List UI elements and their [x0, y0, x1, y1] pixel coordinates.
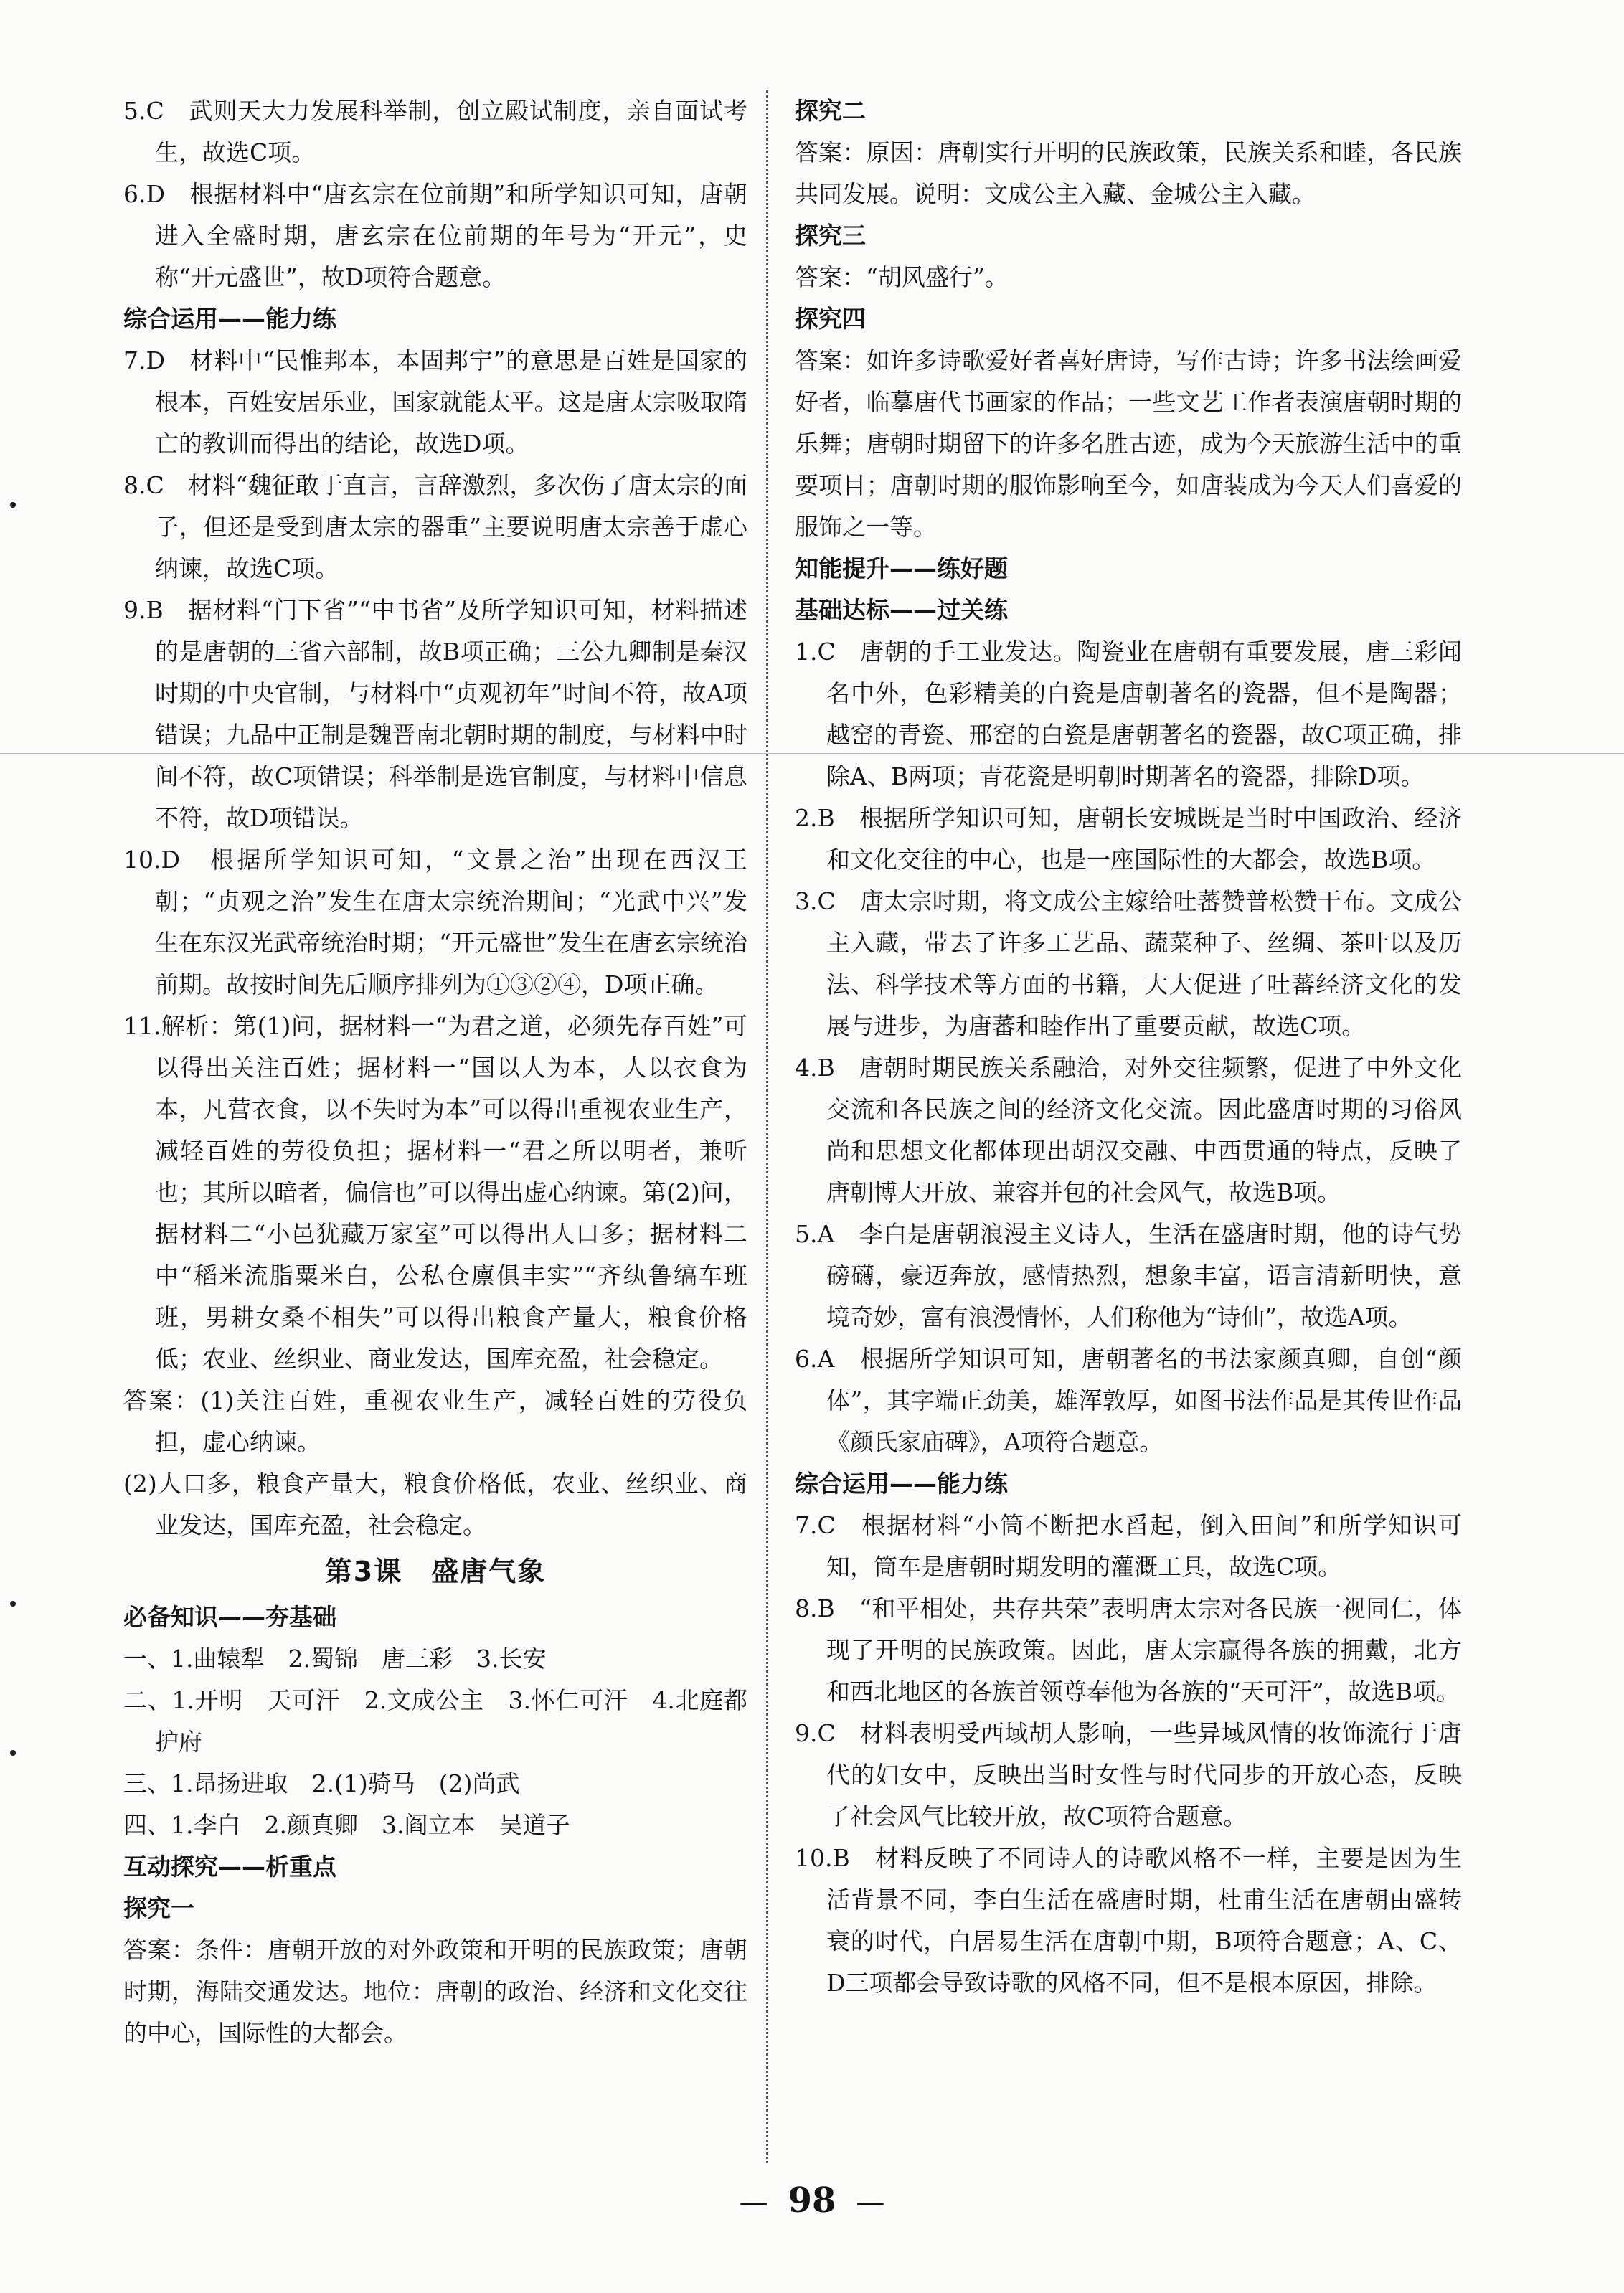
fill-line: 一、1.曲辕犁 2.蜀锦 唐三彩 3.长安 [123, 1645, 547, 1673]
page-number: 98 [788, 2180, 836, 2221]
footer-dash: — [856, 2186, 885, 2219]
section-heading: 互动探究——析重点 [123, 1853, 336, 1881]
section-heading: 知能提升——练好题 [795, 554, 1008, 582]
answer-item: 7.C 根据材料“小筒不断把水舀起，倒入田间”和所学知识可知，筒车是唐朝时期发明的灌溉工具，故选C项。 [795, 1511, 1462, 1581]
fill-line: 三、1.昂扬进取 2.(1)骑马 (2)尚武 [123, 1769, 520, 1797]
section-heading: 综合运用——能力练 [123, 305, 336, 333]
left-column [123, 90, 747, 2054]
page-number-footer [0, 2180, 1624, 2221]
subsection-heading: 探究一 [123, 1894, 194, 1922]
right-column [795, 90, 1462, 2004]
subsection-heading: 探究三 [795, 222, 866, 250]
section-heading: 必备知识——夯基础 [123, 1603, 336, 1631]
column-divider [766, 90, 768, 2163]
lesson-title: 第3课 盛唐气象 [324, 1556, 547, 1587]
section-heading: 综合运用——能力练 [795, 1470, 1008, 1498]
subsection-heading: 探究二 [795, 97, 866, 125]
answer-item: 5.C 武则天大力发展科举制，创立殿试制度，亲自面试考生，故选C项。 [123, 97, 747, 166]
answer-item: 11.解析：第(1)问，据材料一“为君之道，必须先存百姓”可以得出关注百姓；据材料一“国以人为本，人以衣食为本，凡营衣食，以不失时为本”可以得出重视农业生产，减轻百姓的劳役负担；据材料一“君之所以明者，兼听也；其所以暗者，偏信也”可以得出虚心纳谏。第(2)问，据材料二“小邑犹藏万家室”可以得出人口多；据材料二中“稻米流脂粟米白，公私仓廪俱丰实”“齐纨鲁缟车班班，男耕女桑不相失”可以得出粮食产量大，粮食价格低；农业、丝织业、商业发达，国库充盈，社会稳定。 [123, 1012, 747, 1373]
answer-item: 6.A 根据所学知识可知，唐朝著名的书法家颜真卿，自创“颜体”，其字端正劲美，雄浑敦厚，如图书法作品是其传世作品《颜氏家庙碑》，A项符合题意。 [795, 1345, 1462, 1456]
fill-line: 二、1.开明 天可汗 2.文成公主 3.怀仁可汗 4.北庭都护府 [123, 1686, 747, 1756]
answer-text: (2)人口多，粮食产量大，粮食价格低，农业、丝织业、商业发达，国库充盈，社会稳定。 [123, 1470, 747, 1539]
fill-line: 四、1.李白 2.颜真卿 3.阎立本 吴道子 [123, 1811, 570, 1839]
answer-item: 5.A 李白是唐朝浪漫主义诗人，生活在盛唐时期，他的诗气势磅礴，豪迈奔放，感情热烈，想象丰富，语言清新明快，意境奇妙，富有浪漫情怀，人们称他为“诗仙”，故选A项。 [795, 1220, 1462, 1331]
footer-dash: — [739, 2186, 768, 2219]
margin-mark [10, 1601, 16, 1607]
answer-item: 7.D 材料中“民惟邦本，本固邦宁”的意思是百姓是国家的根本，百姓安居乐业，国家就能太平。这是唐太宗吸取隋亡的教训而得出的结论，故选D项。 [123, 346, 747, 458]
answer-item: 2.B 根据所学知识可知，唐朝长安城既是当时中国政治、经济和文化交往的中心，也是一座国际性的大都会，故选B项。 [795, 804, 1462, 874]
answer-item: 3.C 唐太宗时期，将文成公主嫁给吐蕃赞普松赞干布。文成公主入藏，带去了许多工艺品、蔬菜种子、丝绸、茶叶以及历法、科学技术等方面的书籍，大大促进了吐蕃经济文化的发展与进步，为唐蕃和睦作出了重要贡献，故选C项。 [795, 887, 1462, 1040]
answer-text: 答案：原因：唐朝实行开明的民族政策，民族关系和睦，各民族共同发展。说明：文成公主入藏、金城公主入藏。 [795, 138, 1462, 208]
answer-item: 4.B 唐朝时期民族关系融洽，对外交往频繁，促进了中外文化交流和各民族之间的经济文化交流。因此盛唐时期的习俗风尚和思想文化都体现出胡汉交融、中西贯通的特点，反映了唐朝博大开放、兼容并包的社会风气，故选B项。 [795, 1054, 1462, 1206]
subsection-heading: 探究四 [795, 305, 866, 333]
answer-item: 9.B 据材料“门下省”“中书省”及所学知识可知，材料描述的是唐朝的三省六部制，故B项正确；三公九卿制是秦汉时期的中央官制，与材料中“贞观初年”时间不符，故A项错误；九品中正制是魏晋南北朝时期的制度，与材料中时间不符，故C项错误；科举制是选官制度，与材料中信息不符，故D项错误。 [123, 596, 747, 832]
answer-text: 答案：如许多诗歌爱好者喜好唐诗，写作古诗；许多书法绘画爱好者，临摹唐代书画家的作品；一些文艺工作者表演唐朝时期的乐舞；唐朝时期留下的许多名胜古迹，成为今天旅游生活中的重要项目；唐朝时期的服饰影响至今，如唐装成为今天人们喜爱的服饰之一等。 [795, 346, 1462, 541]
margin-mark [10, 1750, 16, 1756]
section-heading: 基础达标——过关练 [795, 596, 1008, 624]
answer-item: 6.D 根据材料中“唐玄宗在位前期”和所学知识可知，唐朝进入全盛时期，唐玄宗在位前期的年号为“开元”，史称“开元盛世”，故D项符合题意。 [123, 180, 747, 291]
answer-item: 9.C 材料表明受西域胡人影响，一些异域风情的妆饰流行于唐代的妇女中，反映出当时女性与时代同步的开放心态，反映了社会风气比较开放，故C项符合题意。 [795, 1719, 1462, 1830]
answer-text: 答案：条件：唐朝开放的对外政策和开明的民族政策；唐朝时期，海陆交通发达。地位：唐朝的政治、经济和文化交往的中心，国际性的大都会。 [123, 1936, 747, 2047]
answer-item: 8.C 材料“魏征敢于直言，言辞激烈，多次伤了唐太宗的面子，但还是受到唐太宗的器重”主要说明唐太宗善于虚心纳谏，故选C项。 [123, 471, 747, 582]
answer-item: 10.B 材料反映了不同诗人的诗歌风格不一样，主要是因为生活背景不同，李白生活在盛唐时期，杜甫生活在唐朝由盛转衰的时代，白居易生活在唐朝中期，B项符合题意；A、C、D三项都会导致诗歌的风格不同，但不是根本原因，排除。 [795, 1844, 1462, 1997]
answer-text: 答案：(1)关注百姓，重视农业生产，减轻百姓的劳役负担，虚心纳谏。 [123, 1386, 747, 1456]
answer-item: 1.C 唐朝的手工业发达。陶瓷业在唐朝有重要发展，唐三彩闻名中外，色彩精美的白瓷是唐朝著名的瓷器，但不是陶器；越窑的青瓷、邢窑的白瓷是唐朝著名的瓷器，故C项正确，排除A、B两项；青花瓷是明朝时期著名的瓷器，排除D项。 [795, 638, 1462, 790]
answer-item: 8.B “和平相处，共存共荣”表明唐太宗对各民族一视同仁，体现了开明的民族政策。因此，唐太宗赢得各族的拥戴，北方和西北地区的各族首领尊奉他为各族的“天可汗”，故选B项。 [795, 1594, 1462, 1706]
answer-text: 答案：“胡风盛行”。 [795, 263, 1009, 291]
margin-mark [10, 502, 16, 508]
answer-item: 10.D 根据所学知识可知，“文景之治”出现在西汉王朝；“贞观之治”发生在唐太宗统治期间；“光武中兴”发生在东汉光武帝统治时期；“开元盛世”发生在唐玄宗统治前期。故按时间先后顺序排列为①③②④，D项正确。 [123, 846, 747, 998]
